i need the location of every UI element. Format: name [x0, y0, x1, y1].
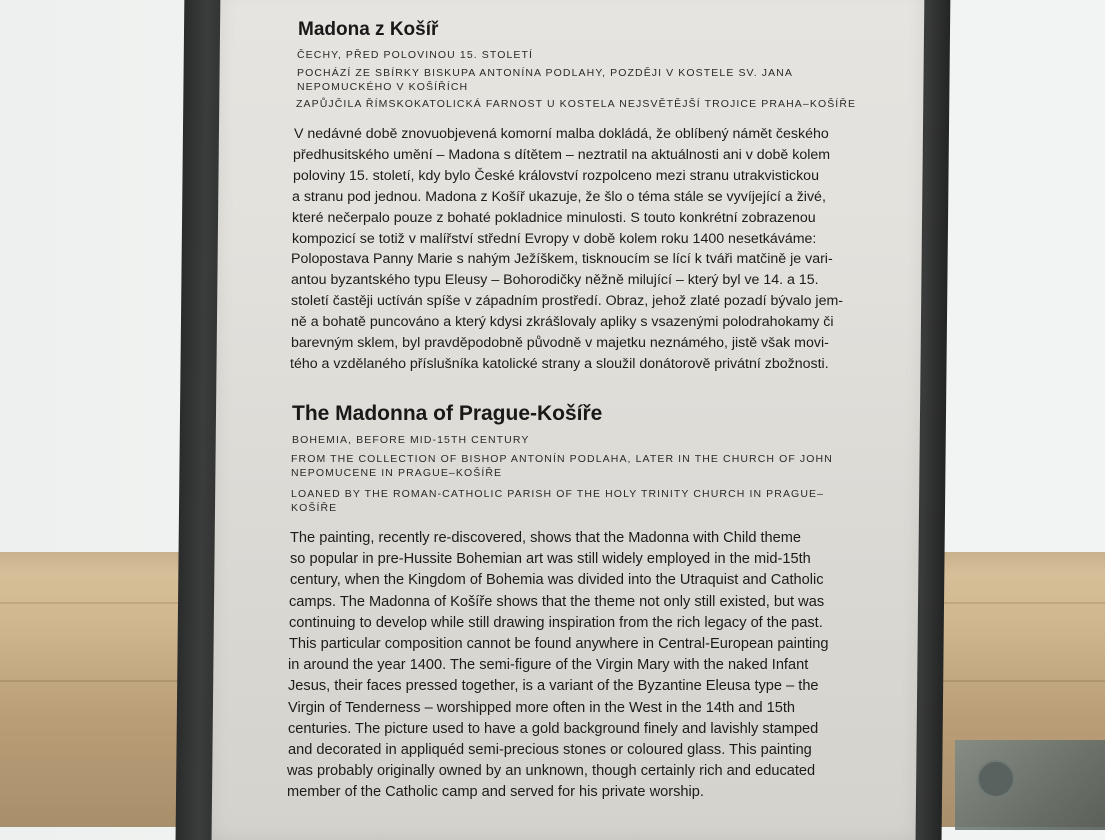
text-line: předhusitského umění – Madona s dítětem – neztratil na aktuálnosti ani v době kolem — [293, 146, 831, 163]
text-line: continuing to develop while still drawing inspiration from the rich legacy of the past. — [289, 614, 823, 631]
text-line: poloviny 15. století, kdy bylo České království rozpolceno mezi stranu utrakvistickou — [293, 167, 819, 184]
text-line: member of the Catholic camp and served for his private worship. — [287, 784, 704, 801]
text-line: kompozicí se totiž v malířství střední Evropy v době kolem roku 1400 nesetkáváme: — [292, 230, 817, 247]
czech-provenance-1: POCHÁZÍ ZE SBÍRKY BISKUPA ANTONÍNA PODLAHY, POZDĚJI V KOSTELE SV. JANA — [297, 67, 793, 79]
czech-provenance-2: NEPOMUCKÉHO V KOŠÍŘÍCH — [297, 81, 469, 93]
text-line: století častěji uctíván spíše v západním prostředí. Obraz, jehož zlaté pozadí bývalo jem- — [291, 293, 844, 310]
text-line: Polopostava Panny Marie s nahým Ježíškem, tisknoucím se lící k tváři matčině je vari- — [291, 251, 833, 268]
text-line: and decorated in appliquéd semi-precious stones or coloured glass. This painting — [288, 742, 812, 759]
text-line: antou byzantského typu Eleusy – Bohorodičky něžně milující – který byl ve 14. a 15. — [291, 272, 819, 289]
english-provenance-1: FROM THE COLLECTION OF BISHOP ANTONÍN PODLAHA, LATER IN THE CHURCH OF JOHN — [291, 453, 833, 465]
text-line: barevným sklem, byl pravděpodobně původně v majetku neznámého, jistě však movi- — [291, 335, 829, 352]
english-description — [287, 528, 829, 804]
text-line: century, when the Kingdom of Bohemia was divided into the Utraquist and Catholic — [290, 572, 824, 589]
text-line: camps. The Madonna of Košíře shows that the theme not only still existed, but was — [289, 593, 825, 610]
english-loan-2: KOŠÍŘE — [291, 502, 338, 514]
text-line: was probably originally owned by an unknown, though certainly rich and educated — [287, 763, 816, 780]
czech-title: Madona z Košíř — [298, 19, 439, 40]
text-line: centuries. The picture used to have a gold background finely and lavishly stamped — [288, 720, 819, 737]
text-line: The painting, recently re-discovered, shows that the Madonna with Child theme — [290, 530, 802, 546]
text-line: Jesus, their faces pressed together, is a variant of the Byzantine Eleusa type – the — [288, 678, 819, 695]
text-line: so popular in pre-Hussite Bohemian art was still widely employed in the mid-15th — [290, 551, 811, 568]
text-line: This particular composition cannot be found anywhere in Central-European painting — [289, 636, 829, 653]
text-line: a stranu pod jednou. Madona z Košíř ukazuje, že šlo o téma stále se vyvíjející a živé, — [292, 188, 826, 205]
english-dating: BOHEMIA, BEFORE MID-15TH CENTURY — [292, 434, 530, 446]
english-provenance-2: NEPOMUCENE IN PRAGUE–KOŠÍŘE — [291, 467, 503, 479]
czech-description — [290, 124, 844, 375]
czech-loan: ZAPŮJČILA ŘÍMSKOKATOLICKÁ FARNOST U KOSTELA NEJSVĚTĚJŠÍ TROJICE PRAHA–KOŠÍŘE — [296, 98, 857, 110]
text-line: tého a vzdělaného příslušníka katolické strany a sloužil donátorově privátní zbožnosti. — [290, 355, 829, 372]
text-line: Virgin of Tenderness – worshipped more often in the West in the 14th and 15th — [288, 699, 796, 716]
english-loan-1: LOANED BY THE ROMAN-CATHOLIC PARISH OF THE HOLY TRINITY CHURCH IN PRAGUE– — [291, 488, 825, 500]
czech-dating: ČECHY, PŘED POLOVINOU 15. STOLETÍ — [297, 49, 534, 61]
text-line: V nedávné době znovuobjevená komorní malba dokládá, že oblíbený námět českého — [294, 126, 829, 142]
text-line: in around the year 1400. The semi-figure of the Virgin Mary with the naked Infant — [288, 657, 809, 674]
text-line: ně a bohatě puncováno a který kdysi zkrášlovaly apliky s vsazenými polodrahokamy či — [291, 314, 834, 331]
text-line: které nečerpalo pouze z bohaté pokladnice minulosti. S touto konkrétní zobrazenou — [292, 209, 816, 226]
english-title: The Madonna of Prague-Košíře — [292, 402, 603, 425]
